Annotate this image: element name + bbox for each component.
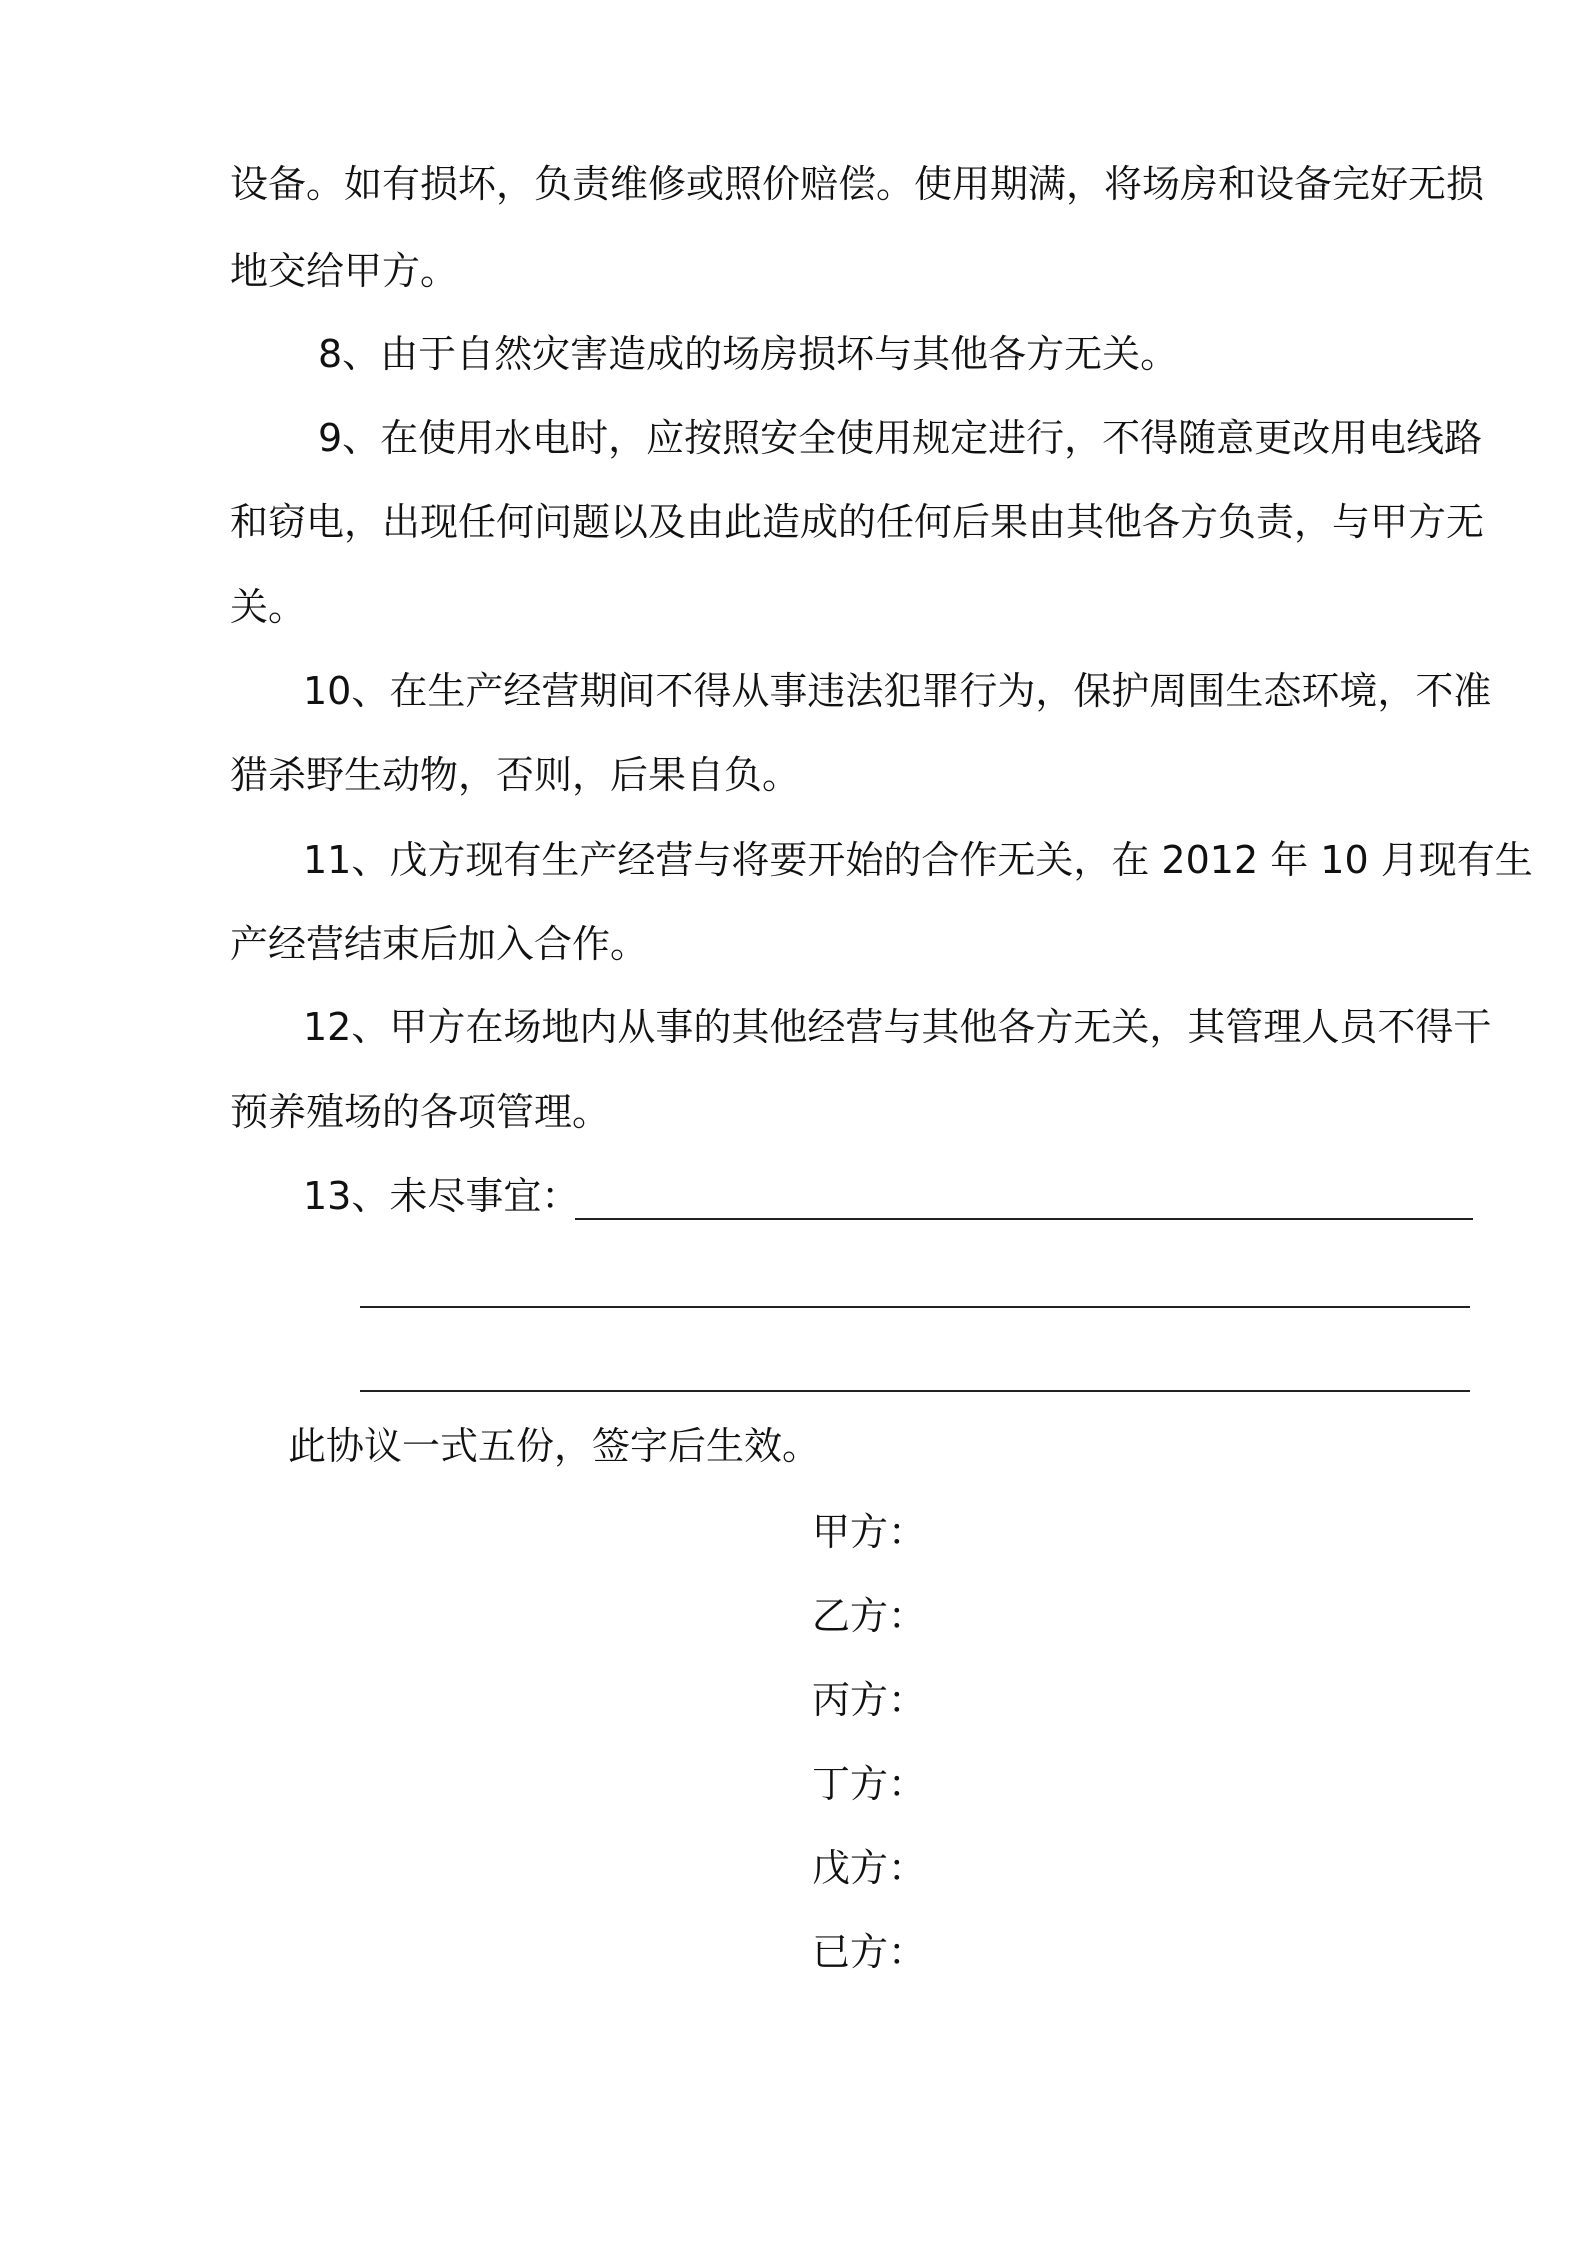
clause-13-blank-line-3 [360,1390,1470,1392]
clause-8: 8、由于自然灾害造成的场房损坏与其他各方无关。 [318,332,1179,376]
clause-10-line-2: 猎杀野生动物，否则，后果自负。 [230,753,801,797]
agreement-effective-clause: 此协议一式五份，签字后生效。 [288,1424,821,1468]
clause-13-blank-line-2 [360,1306,1470,1308]
clause-9-line-2: 和窃电，出现任何问题以及由此造成的任何后果由其他各方负责，与甲方无 [230,500,1485,544]
signature-party-e: 戊方： [812,1846,927,1890]
clause-10-line-1: 10、在生产经营期间不得从事违法犯罪行为，保护周围生态环境，不准 [303,669,1492,713]
signature-party-f: 已方： [812,1930,927,1974]
clause-12-line-1: 12、甲方在场地内从事的其他经营与其他各方无关，其管理人员不得干 [303,1005,1492,1049]
clause-11-line-1: 11、戊方现有生产经营与将要开始的合作无关，在 2012 年 10 月现有生 [303,838,1533,882]
clause-13-label: 13、未尽事宜： [303,1174,580,1218]
clause-13-blank-line-1 [575,1218,1473,1220]
clause-12-line-2: 预养殖场的各项管理。 [230,1090,611,1134]
clause-7-continuation-line-1: 设备。如有损坏，负责维修或照价赔偿。使用期满，将场房和设备完好无损 [230,162,1485,206]
clause-9-line-1: 9、在使用水电时，应按照安全使用规定进行，不得随意更改用电线路 [318,416,1483,460]
clause-9-line-3: 关。 [230,585,307,629]
signature-party-d: 丁方： [812,1762,927,1806]
signature-party-a: 甲方： [812,1510,927,1554]
signature-party-c: 丙方： [812,1678,927,1722]
clause-11-line-2: 产经营结束后加入合作。 [230,922,649,966]
clause-7-continuation-line-2: 地交给甲方。 [230,249,459,293]
signature-party-b: 乙方： [812,1594,927,1638]
